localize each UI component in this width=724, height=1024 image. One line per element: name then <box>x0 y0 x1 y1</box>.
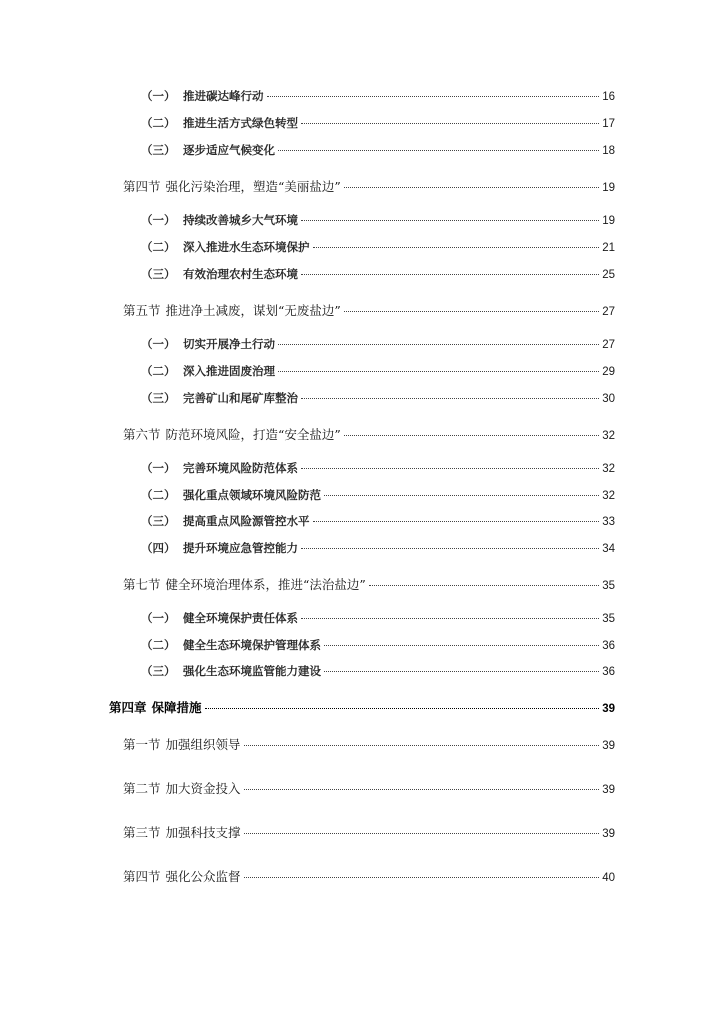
toc-entry-number: （一） <box>141 611 176 625</box>
toc-entry-number: 第四节 <box>123 179 161 194</box>
toc-entry-text: 提高重点风险源管控水平 <box>183 514 310 528</box>
toc-entry-page-number: 40 <box>602 872 615 884</box>
toc-entry[interactable] <box>109 698 615 716</box>
toc-entry-page-number: 36 <box>602 666 615 678</box>
toc-entry[interactable] <box>123 301 615 319</box>
dot-leader <box>344 186 599 188</box>
toc-entry-text: 加强组织领导 <box>165 737 241 752</box>
toc-entry[interactable] <box>141 540 615 556</box>
toc-entry-number: （二） <box>141 116 176 130</box>
toc-entry-page-number: 27 <box>602 339 615 351</box>
toc-entry-number: （四） <box>141 541 176 555</box>
toc-entry-title <box>141 390 298 406</box>
toc-entry[interactable] <box>141 663 615 679</box>
toc-entry-title <box>141 115 298 131</box>
toc-entry-title <box>141 637 321 653</box>
toc-entry-number: （一） <box>141 461 176 475</box>
toc-entry-page-number: 27 <box>602 306 615 318</box>
toc-entry[interactable] <box>123 823 615 841</box>
dot-leader <box>324 494 599 496</box>
dot-leader <box>267 95 600 97</box>
toc-entry-number: 第二节 <box>123 781 161 796</box>
toc-entry-page-number: 21 <box>602 242 615 254</box>
toc-entry-number: （三） <box>141 514 176 528</box>
toc-entry-page-number: 33 <box>602 516 615 528</box>
toc-entry-title <box>141 487 321 503</box>
toc-entry-title <box>123 575 366 593</box>
toc-entry-title <box>109 698 202 716</box>
toc-entry-text: 推进碳达峰行动 <box>183 89 264 103</box>
toc-entry[interactable] <box>141 513 615 529</box>
toc-entry[interactable] <box>123 779 615 797</box>
dot-leader <box>301 617 599 619</box>
toc-entry-page-number: 18 <box>602 145 615 157</box>
toc-entry-number: 第一节 <box>123 737 161 752</box>
dot-leader <box>301 273 599 275</box>
toc-entry-number: （一） <box>141 337 176 351</box>
toc-entry-title <box>123 779 241 797</box>
toc-entry[interactable] <box>123 735 615 753</box>
toc-entry[interactable] <box>123 425 615 443</box>
toc-entry[interactable] <box>123 177 615 195</box>
dot-leader <box>205 707 600 709</box>
toc-entry-title <box>123 177 341 195</box>
toc-entry-page-number: 32 <box>602 490 615 502</box>
toc-entry-page-number: 19 <box>602 182 615 194</box>
toc-entry-number: 第五节 <box>123 303 161 318</box>
toc-entry-title <box>141 142 275 158</box>
toc-entry-title <box>123 823 241 841</box>
toc-entry-title <box>141 266 298 282</box>
dot-leader <box>244 876 600 878</box>
toc-entry-page-number: 16 <box>602 91 615 103</box>
dot-leader <box>244 788 600 790</box>
toc-entry-title <box>141 663 321 679</box>
toc-entry[interactable] <box>123 575 615 593</box>
toc-entry[interactable] <box>141 460 615 476</box>
toc-entry-text: 健全环境治理体系，推进“法治盐边” <box>165 577 366 592</box>
dot-leader <box>301 467 599 469</box>
toc-entry-title <box>141 88 264 104</box>
toc-entry[interactable] <box>123 867 615 885</box>
dot-leader <box>313 246 600 248</box>
toc-entry[interactable] <box>141 212 615 228</box>
toc-entry-number: （一） <box>141 213 176 227</box>
dot-leader <box>301 122 599 124</box>
toc-entry-number: （三） <box>141 391 176 405</box>
dot-leader <box>344 434 599 436</box>
toc-entry-page-number: 36 <box>602 640 615 652</box>
toc-entry[interactable] <box>141 390 615 406</box>
toc-entry-text: 切实开展净土行动 <box>183 337 275 351</box>
toc-entry[interactable] <box>141 115 615 131</box>
toc-entry-text: 保障措施 <box>151 700 202 715</box>
toc-entry-text: 强化公众监督 <box>165 869 241 884</box>
toc-entry-text: 完善环境风险防范体系 <box>183 461 298 475</box>
toc-entry-title <box>123 867 241 885</box>
toc-entry-text: 完善矿山和尾矿库整治 <box>183 391 298 405</box>
toc-entry-text: 深入推进固废治理 <box>183 364 275 378</box>
toc-entry-page-number: 32 <box>602 463 615 475</box>
toc-entry[interactable] <box>141 142 615 158</box>
dot-leader <box>244 744 600 746</box>
toc-entry[interactable] <box>141 487 615 503</box>
toc-entry[interactable] <box>141 336 615 352</box>
toc-entry-page-number: 35 <box>602 613 615 625</box>
dot-leader <box>369 584 599 586</box>
dot-leader <box>301 397 599 399</box>
toc-entry-text: 健全生态环境保护管理体系 <box>183 638 321 652</box>
toc-entry-number: （三） <box>141 267 176 281</box>
toc-entry-page-number: 34 <box>602 543 615 555</box>
toc-entry-text: 强化重点领域环境风险防范 <box>183 488 321 502</box>
toc-entry-text: 强化生态环境监管能力建设 <box>183 664 321 678</box>
toc-entry[interactable] <box>141 637 615 653</box>
toc-entry-page-number: 35 <box>602 580 615 592</box>
toc-entry-title <box>141 212 298 228</box>
toc-entry-page-number: 19 <box>602 215 615 227</box>
toc-entry-number: 第三节 <box>123 825 161 840</box>
dot-leader <box>301 219 599 221</box>
toc-entry-number: （一） <box>141 89 176 103</box>
toc-entry-title <box>141 336 275 352</box>
toc-entry-number: （三） <box>141 143 176 157</box>
dot-leader <box>324 644 599 646</box>
toc-entry-page-number: 32 <box>602 430 615 442</box>
toc-entry-text: 加大资金投入 <box>165 781 241 796</box>
toc-entry-text: 持续改善城乡大气环境 <box>183 213 298 227</box>
toc-entry-text: 健全环境保护责任体系 <box>183 611 298 625</box>
toc-entry-title <box>141 460 298 476</box>
toc-entry-page-number: 29 <box>602 366 615 378</box>
toc-entry-title <box>141 239 310 255</box>
toc-entry-number: 第四节 <box>123 869 161 884</box>
toc-entry-text: 加强科技支撑 <box>165 825 241 840</box>
toc-entry-text: 提升环境应急管控能力 <box>183 541 298 555</box>
toc-entry-title <box>123 301 341 319</box>
toc-entry-number: （二） <box>141 488 176 502</box>
toc-entry-title <box>141 363 275 379</box>
toc-entry-number: （三） <box>141 664 176 678</box>
toc-entry-number: 第四章 <box>109 700 147 715</box>
toc-entry-number: （二） <box>141 364 176 378</box>
dot-leader <box>278 370 599 372</box>
toc-entry[interactable] <box>141 610 615 626</box>
toc-entry-text: 推进净土减废，谋划“无废盐边” <box>165 303 341 318</box>
toc-entry-page-number: 25 <box>602 269 615 281</box>
toc-entry-page-number: 39 <box>602 703 615 715</box>
dot-leader <box>313 520 600 522</box>
dot-leader <box>344 310 599 312</box>
dot-leader <box>278 149 599 151</box>
toc-entry-text: 强化污染治理，塑造“美丽盐边” <box>165 179 341 194</box>
toc-entry-text: 推进生活方式绿色转型 <box>183 116 298 130</box>
toc-entry-number: 第六节 <box>123 427 161 442</box>
toc-entry-number: （二） <box>141 638 176 652</box>
toc-entry-number: （二） <box>141 240 176 254</box>
toc-entry-text: 防范环境风险，打造“安全盐边” <box>165 427 341 442</box>
dot-leader <box>278 343 599 345</box>
toc-entry-title <box>141 513 310 529</box>
toc-entry[interactable] <box>141 88 615 104</box>
dot-leader <box>244 832 600 834</box>
dot-leader <box>324 670 599 672</box>
toc-entry-page-number: 39 <box>602 784 615 796</box>
toc-entry-page-number: 39 <box>602 740 615 752</box>
toc-entry-title <box>141 540 298 556</box>
toc-entry-number: 第七节 <box>123 577 161 592</box>
toc-entry[interactable] <box>141 363 615 379</box>
toc-entry-text: 深入推进水生态环境保护 <box>183 240 310 254</box>
toc-entry-page-number: 17 <box>602 118 615 130</box>
toc-entry-title <box>141 610 298 626</box>
toc-entry-text: 有效治理农村生态环境 <box>183 267 298 281</box>
toc-entry-title <box>123 735 241 753</box>
toc-entry[interactable] <box>141 239 615 255</box>
toc-entry-page-number: 30 <box>602 393 615 405</box>
toc-entry-title <box>123 425 341 443</box>
toc-entry[interactable] <box>141 266 615 282</box>
toc-entry-page-number: 39 <box>602 828 615 840</box>
toc-entry-text: 逐步适应气候变化 <box>183 143 275 157</box>
dot-leader <box>301 547 599 549</box>
